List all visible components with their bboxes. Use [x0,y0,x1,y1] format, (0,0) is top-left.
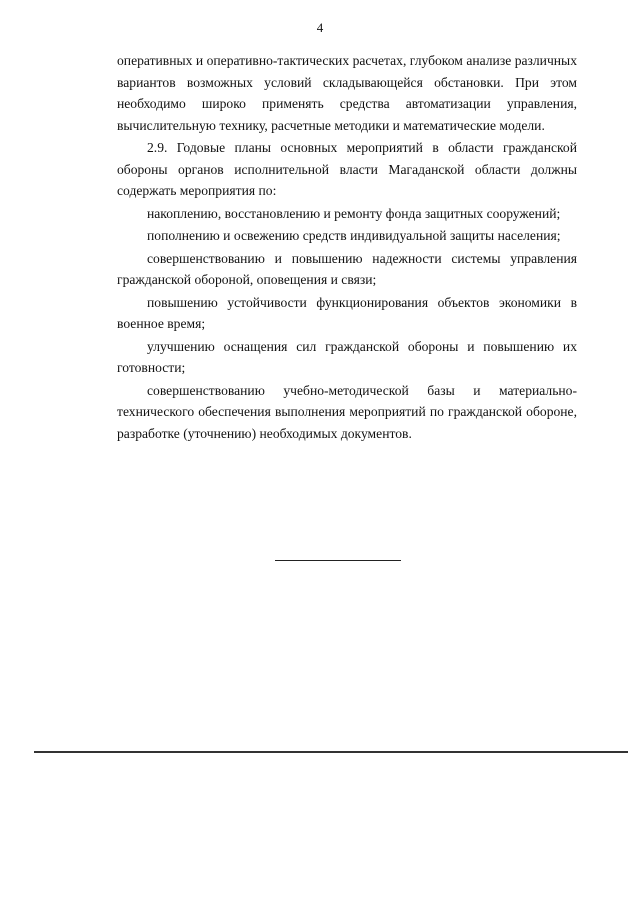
list-item-economic-stability: повышению устойчивости функционирования объектов экономики в военное время; [117,294,577,331]
page-bottom-rule [34,751,628,753]
list-item-protection-means: пополнению и освежению средств индивидуальной защиты населения; [147,228,561,243]
end-of-text-divider [275,560,401,561]
list-item-shelters: накоплению, восстановлению и ремонту фонда защитных сооружений; [147,205,561,221]
paragraph-section-2-9: 2.9. Годовые планы основных мероприятий в области гражданской обороны органов исполнительной власти Магаданской области должны содержать мероприятия по: [117,140,577,198]
document-body [117,50,577,444]
list-item-training-base: совершенствованию учебно-методической базы и материально-технического обеспечения выполнения мероприятий по гражданской обороне, разработке (уточнению) необходимых документов. [117,382,577,441]
paragraph-continuation: оперативных и оперативно-тактических расчетах, глубоком анализе различных вариантов возможных условий складывающейся обстановки. При этом необходимо широко применять средства автоматизации управления, вычислительную технику, расчетные методики и математические модели. [117,53,577,133]
list-item-forces-readiness: улучшению оснащения сил гражданской обороны и повышению их готовности; [117,338,577,375]
page-number: 4 [316,20,324,35]
list-item-control-system: совершенствованию и повышению надежности системы управления гражданской обороной, оповещения и связи; [117,250,577,287]
